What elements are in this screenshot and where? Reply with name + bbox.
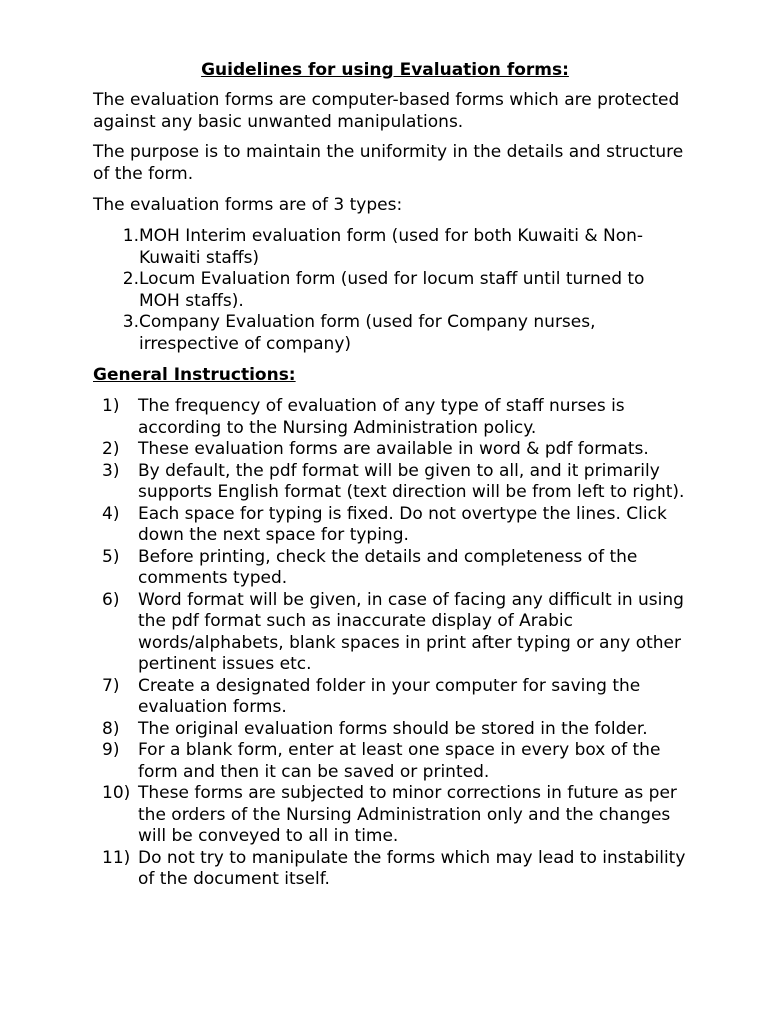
list-text: Before printing, check the details and completeness of the comments typed.: [138, 546, 638, 588]
list-item: [93, 676, 693, 719]
list-text: For a blank form, enter at least one space in every box of the form and then it can be saved or printed.: [138, 740, 661, 782]
purpose-paragraph: The purpose is to maintain the uniformity in the details and structure of the form.: [93, 142, 684, 184]
section-heading: General Instructions:: [93, 365, 296, 385]
list-number: 1.: [122, 226, 139, 246]
list-item: [93, 461, 693, 504]
list-text: Do not try to manipulate the forms which may lead to instability of the document itself.: [138, 847, 686, 889]
list-text: Locum Evaluation form (used for locum staff until turned to MOH staffs).: [139, 269, 645, 311]
list-number: 4): [102, 503, 120, 524]
page-title: Guidelines for using Evaluation forms:: [201, 60, 569, 80]
list-number: 2.: [122, 269, 139, 289]
list-number: 11): [102, 847, 131, 868]
list-item: [93, 848, 693, 891]
list-number: 2): [102, 439, 120, 459]
list-item: [93, 226, 693, 269]
list-item: [93, 590, 693, 676]
list-item: [93, 783, 693, 848]
instructions-list: [93, 396, 693, 891]
list-number: 7): [102, 675, 120, 696]
form-types-list: [93, 226, 693, 355]
list-text: Create a designated folder in your computer for saving the evaluation forms.: [138, 675, 641, 717]
list-text: Each space for typing is fixed. Do not overtype the lines. Click down the next space for typing.: [138, 503, 667, 545]
intro-paragraph: The evaluation forms are computer-based forms which are protected against any basic unwanted manipulations.: [93, 90, 680, 132]
list-number: 10): [102, 783, 131, 803]
list-item: [93, 312, 693, 355]
list-number: 6): [102, 589, 120, 610]
list-number: 3.: [122, 312, 139, 332]
list-text: These evaluation forms are available in word & pdf formats.: [138, 439, 649, 459]
list-number: 1): [102, 396, 120, 416]
list-number: 3): [102, 460, 120, 481]
list-number: 9): [102, 740, 120, 760]
list-text: The original evaluation forms should be stored in the folder.: [138, 718, 648, 739]
list-text: The frequency of evaluation of any type of staff nurses is according to the Nursing Administration policy.: [138, 396, 625, 438]
list-number: 8): [102, 718, 120, 739]
list-item: [93, 740, 693, 783]
types-intro-paragraph: The evaluation forms are of 3 types:: [93, 195, 403, 215]
list-number: 5): [102, 546, 120, 567]
list-item: [93, 439, 693, 461]
list-text: Company Evaluation form (used for Company nurses, irrespective of company): [139, 312, 596, 354]
list-text: Word format will be given, in case of facing any difficult in using the pdf format such as inaccurate display of Arabic words/alphabets, blank spaces in print after typing or any other pertinent issues etc.: [138, 589, 684, 674]
list-item: [93, 719, 693, 741]
list-item: [93, 396, 693, 439]
list-text: MOH Interim evaluation form (used for both Kuwaiti & Non-Kuwaiti staffs): [139, 226, 644, 268]
list-item: [93, 547, 693, 590]
list-text: By default, the pdf format will be given to all, and it primarily supports English format (text direction will be from left to right).: [138, 460, 685, 502]
list-item: [93, 504, 693, 547]
list-item: [93, 269, 693, 312]
list-text: These forms are subjected to minor corrections in future as per the orders of the Nursing Administration only and the changes will be conveyed to all in time.: [138, 783, 677, 846]
